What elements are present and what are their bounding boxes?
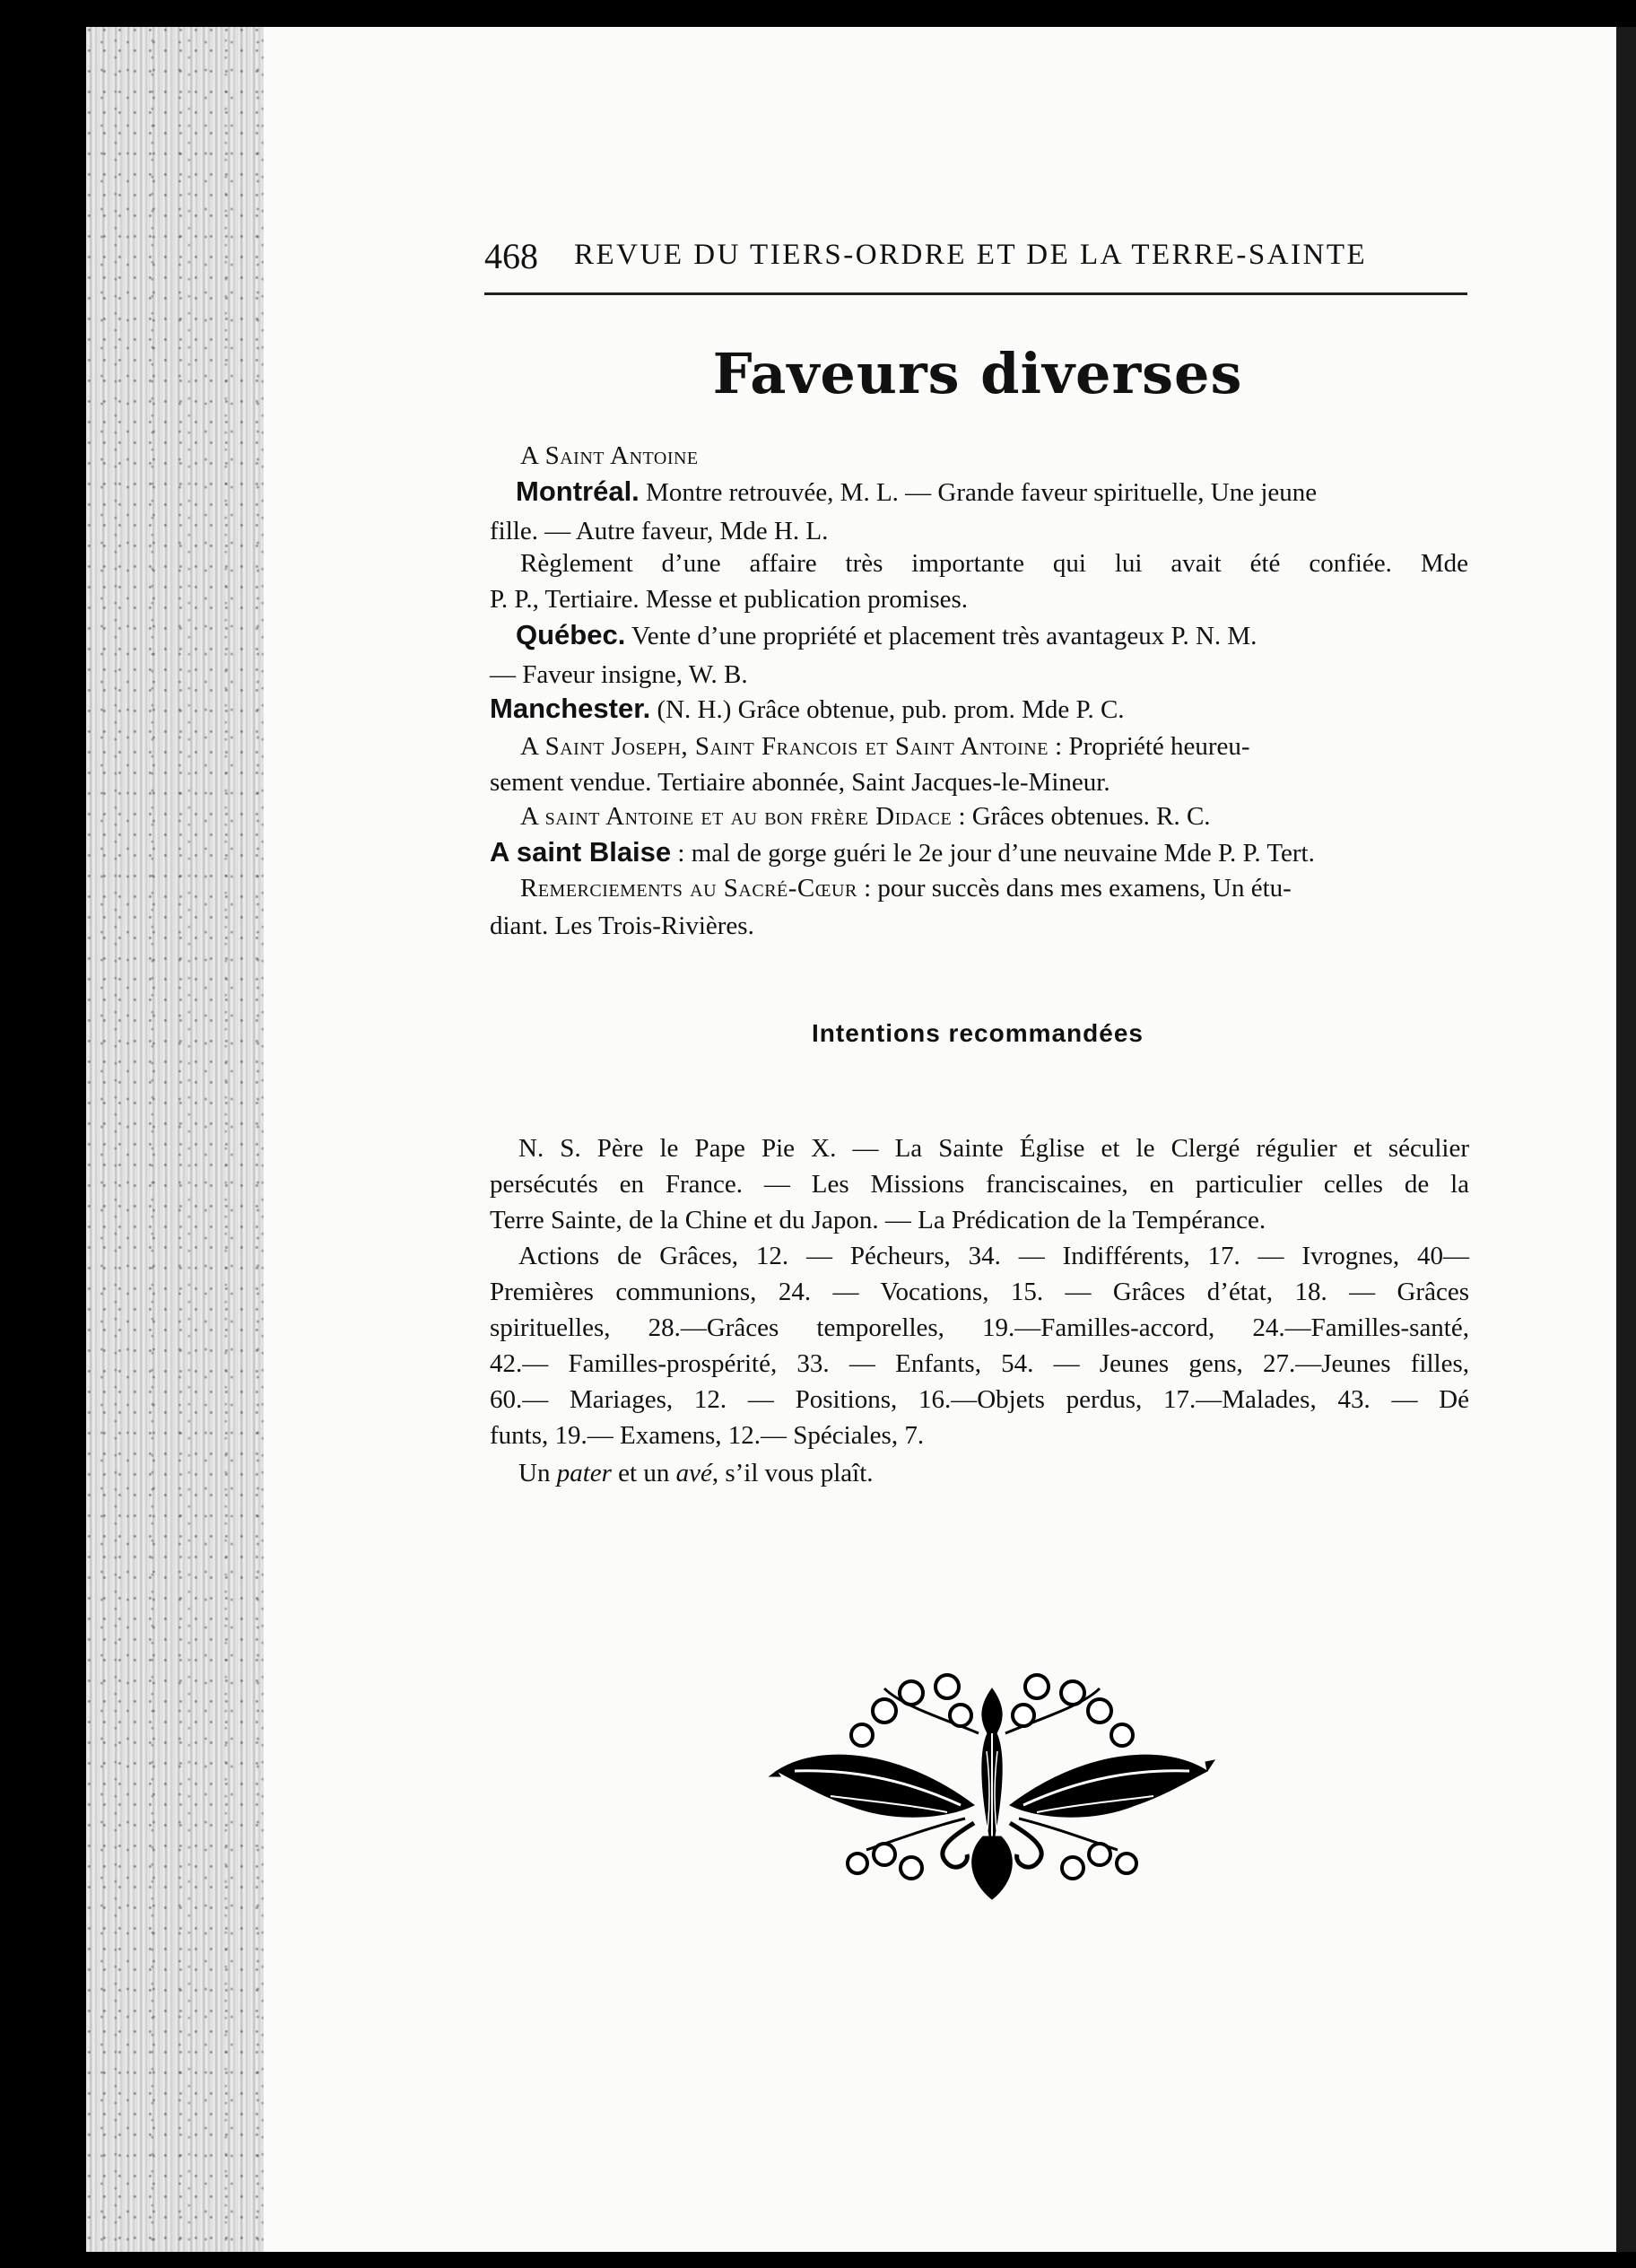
ornament-icon	[768, 1670, 1216, 1904]
closing-line	[518, 1457, 874, 1489]
place-name: Québec.	[516, 619, 626, 650]
dedication-heading: A Saint Joseph, Saint Francois et Saint Antoine	[520, 732, 1049, 761]
entry-text: : pour succès dans mes examens, Un étu-	[857, 874, 1292, 903]
closing-pater: pater	[556, 1459, 612, 1487]
entry-text: (N. H.) Grâce obtenue, pub. prom. Mde P. C.	[650, 695, 1125, 724]
saint-joseph-continuation: sement vendue. Tertiaire abonnée, Saint Jacques-le-Mineur.	[490, 768, 1110, 797]
place-name: Montréal.	[516, 475, 640, 507]
intentions-line: 60.— Mariages, 12. — Positions, 16.—Objets perdus, 17.—Malades, 43. — Dé	[490, 1385, 1469, 1414]
closing-text: Un	[518, 1459, 557, 1487]
entry-text: : Grâces obtenues. R. C.	[952, 802, 1211, 831]
saint-joseph-entry	[520, 730, 1250, 763]
montreal-entry	[516, 475, 1468, 509]
book-page-edges	[86, 27, 264, 2252]
reglement-line: Règlement d’une affaire très importante qui lui avait été confiée. Mde	[520, 549, 1468, 578]
intentions-line: N. S. Père le Pape Pie X. — La Sainte Église et le Clergé régulier et séculier	[518, 1134, 1469, 1163]
dedication-heading: Remerciements au Sacré-Cœur	[520, 874, 857, 903]
manchester-entry	[490, 693, 1125, 726]
closing-text: , s’il vous plaît.	[711, 1459, 874, 1487]
intentions-line: persécutés en France. — Les Missions franciscaines, en particulier celles de la	[490, 1170, 1469, 1199]
remerciements-entry	[520, 872, 1292, 904]
entry-text: : Propriété heureu-	[1048, 732, 1250, 761]
closing-text: et un	[611, 1459, 676, 1487]
montreal-continuation: fille. — Autre faveur, Mde H. L.	[490, 517, 829, 545]
running-title: REVUE DU TIERS-ORDRE ET DE LA TERRE-SAINTE	[574, 239, 1368, 271]
intentions-title: Intentions recommandées	[812, 1019, 1144, 1047]
reglement-continuation: P. P., Tertiaire. Messe et publication promises.	[490, 585, 969, 614]
didace-entry	[520, 800, 1211, 833]
intentions-line: funts, 19.— Examens, 12.— Spéciales, 7.	[490, 1421, 925, 1450]
saint-antoine-heading: A Saint Antoine	[520, 441, 699, 470]
intentions-line: Premières communions, 24. — Vocations, 15. — Grâces d’état, 18. — Grâces	[490, 1278, 1469, 1306]
place-name: A saint Blaise	[490, 836, 672, 868]
dedication-heading: A saint Antoine et au bon frère Didace	[520, 802, 953, 831]
lily-of-the-valley-ornament	[768, 1670, 1216, 1904]
remerciements-continuation: diant. Les Trois-Rivières.	[490, 912, 754, 940]
section-title: Faveurs diverses	[712, 341, 1243, 406]
intentions-line: Actions de Grâces, 12. — Pécheurs, 34. — Indifférents, 17. — Ivrognes, 40—	[518, 1242, 1469, 1270]
running-head	[484, 235, 1471, 280]
intentions-line: spirituelles, 28.—Grâces temporelles, 19.—Familles-accord, 24.—Familles-santé,	[490, 1313, 1469, 1342]
closing-ave: avé	[675, 1459, 712, 1487]
page-right-edge	[1616, 27, 1636, 2252]
intentions-line: Terre Sainte, de la Chine et du Japon. — La Prédication de la Tempérance.	[490, 1206, 1266, 1234]
page-number: 468	[484, 236, 538, 276]
header-rule	[484, 292, 1467, 295]
quebec-entry	[516, 619, 1468, 652]
intentions-line: 42.— Familles-prospérité, 33. — Enfants, 54. — Jeunes gens, 27.—Jeunes filles,	[490, 1349, 1469, 1378]
saint-blaise-entry	[490, 836, 1315, 869]
entry-text: : mal de gorge guéri le 2e jour d’une neuvaine Mde P. P. Tert.	[671, 839, 1315, 868]
entry-text: Montre retrouvée, M. L. — Grande faveur spirituelle, Une jeune	[639, 478, 1318, 507]
place-name: Manchester.	[490, 693, 651, 724]
quebec-continuation: — Faveur insigne, W. B.	[490, 660, 748, 689]
entry-text: Vente d’une propriété et placement très avantageux P. N. M.	[625, 622, 1257, 650]
